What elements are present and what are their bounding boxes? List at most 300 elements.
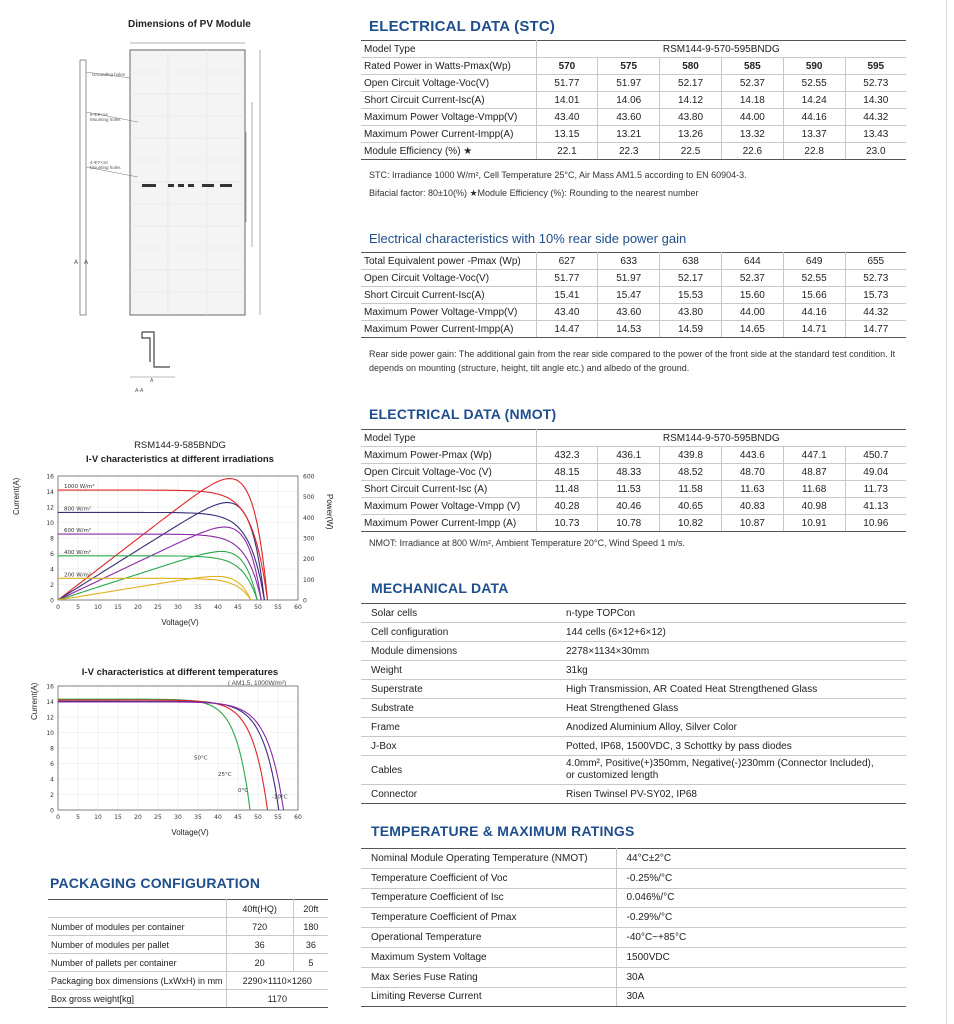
stc-model-row <box>361 41 906 58</box>
stc-value: 13.37 <box>783 126 845 143</box>
mech-row <box>361 737 906 756</box>
nmot-value: 450.7 <box>845 447 906 464</box>
chart1-y2label: Power(W) <box>325 494 334 530</box>
series-label: -10°C <box>272 794 288 801</box>
rear-value: 43.60 <box>598 304 660 321</box>
temp-value-text: 1500VDC <box>626 951 670 963</box>
nmot-row <box>361 498 906 515</box>
series-label: 0°C <box>238 788 249 795</box>
stc-value: 570 <box>536 58 598 75</box>
mech-value <box>556 604 906 623</box>
nmot-value: 48.52 <box>660 464 722 481</box>
series-label: 50°C <box>194 755 208 762</box>
iv-curve <box>58 700 268 810</box>
stc-value: 22.3 <box>598 143 660 160</box>
temp-value <box>616 947 906 967</box>
temp-label: Limiting Reverse Current <box>361 987 616 1007</box>
mech-label: Module dimensions <box>361 642 556 661</box>
svg-text:A: A <box>84 259 89 266</box>
mech-row <box>361 604 906 623</box>
temp-label: Temperature Coefficient of Voc <box>361 868 616 888</box>
rear-label: Maximum Power Voltage-Vmpp(V) <box>361 304 536 321</box>
mech-value-text: High Transmission, AR Coated Heat Strengthened Glass <box>566 683 818 695</box>
iv-temperature-chart <box>28 678 328 828</box>
temp-label: Temperature Coefficient of Pmax <box>361 908 616 928</box>
nmot-label: Maximum Power Current-Impp (A) <box>361 515 536 532</box>
mech-row <box>361 718 906 737</box>
iv-curve <box>58 699 250 810</box>
rear-label: Open Circuit Voltage-Voc(V) <box>361 270 536 287</box>
packaging-value: 1170 <box>226 990 328 1008</box>
nmot-value: 49.04 <box>845 464 906 481</box>
rear-value: 644 <box>721 253 783 270</box>
page-edge <box>946 0 947 1024</box>
rear-value: 52.37 <box>721 270 783 287</box>
packaging-value: 180 <box>293 918 328 936</box>
stc-value: 13.43 <box>845 126 906 143</box>
nmot-model-value: RSM144-9-570-595BNDG <box>536 430 906 447</box>
stc-value: 52.55 <box>783 75 845 92</box>
nmot-row <box>361 447 906 464</box>
nmot-value: 10.73 <box>536 515 598 532</box>
mech-value <box>556 661 906 680</box>
y-tick-label: 4 <box>50 566 54 574</box>
stc-value: 13.15 <box>536 126 598 143</box>
y-tick-label: 12 <box>46 714 54 722</box>
temp-label: Maximum System Voltage <box>361 947 616 967</box>
rear-value: 44.00 <box>721 304 783 321</box>
x-tick-label: 50 <box>254 604 262 611</box>
packaging-label: Packaging box dimensions (LxWxH) in mm <box>48 972 226 990</box>
rear-value: 633 <box>598 253 660 270</box>
rear-value: 655 <box>845 253 906 270</box>
mech-row <box>361 756 906 785</box>
rear-value: 15.73 <box>845 287 906 304</box>
y2-tick-label: 100 <box>303 576 315 584</box>
module-dimension-drawing <box>70 32 300 407</box>
nmot-value: 40.98 <box>783 498 845 515</box>
mech-value <box>556 718 906 737</box>
stc-value: 22.1 <box>536 143 598 160</box>
stc-model-label: Model Type <box>361 41 536 58</box>
y-tick-label: 16 <box>46 473 54 481</box>
stc-table <box>361 40 906 160</box>
rear-value: 649 <box>783 253 845 270</box>
nmot-value: 40.28 <box>536 498 598 515</box>
temp-value-text: 44°C±2°C <box>626 852 672 864</box>
nmot-note: NMOT: Irradiance at 800 W/m², Ambient Temperature 20°C, Wind Speed 1 m/s. <box>369 538 686 548</box>
series-label: 25°C <box>218 771 232 778</box>
nmot-row <box>361 464 906 481</box>
section-a-label: A <box>150 378 154 384</box>
nmot-value: 10.78 <box>598 515 660 532</box>
x-tick-label: 5 <box>76 604 80 611</box>
rear-value: 52.73 <box>845 270 906 287</box>
stc-row <box>361 58 906 75</box>
temp-row <box>361 868 906 888</box>
mech-value-text: 31kg <box>566 664 588 676</box>
nmot-value: 436.1 <box>598 447 660 464</box>
rear-value: 638 <box>660 253 722 270</box>
temp-title: TEMPERATURE & MAXIMUM RATINGS <box>371 823 635 839</box>
x-tick-label: 45 <box>234 814 242 821</box>
nmot-value: 10.87 <box>721 515 783 532</box>
rear-value: 51.77 <box>536 270 598 287</box>
stc-value: 22.8 <box>783 143 845 160</box>
rear-row <box>361 270 906 287</box>
nmot-value: 11.58 <box>660 481 722 498</box>
stc-value: 51.97 <box>598 75 660 92</box>
x-tick-label: 40 <box>214 814 222 821</box>
rear-row <box>361 287 906 304</box>
rear-value: 44.16 <box>783 304 845 321</box>
mech-row <box>361 661 906 680</box>
chart2-subtitle: ( AM1.5, 1000W/m²) <box>228 680 287 687</box>
rear-label: Short Circuit Current-Isc(A) <box>361 287 536 304</box>
chart1-title: I-V characteristics at different irradiations <box>86 454 274 465</box>
stc-row <box>361 92 906 109</box>
nmot-table <box>361 429 906 532</box>
x-tick-label: 45 <box>234 604 242 611</box>
rear-title: Electrical characteristics with 10% rear side power gain <box>369 231 687 246</box>
packaging-value: 720 <box>226 918 293 936</box>
stc-value: 52.73 <box>845 75 906 92</box>
stc-value: 595 <box>845 58 906 75</box>
stc-value: 14.12 <box>660 92 722 109</box>
mech-value <box>556 699 906 718</box>
y-tick-label: 10 <box>46 730 54 737</box>
nmot-label: Short Circuit Current-Isc (A) <box>361 481 536 498</box>
dimensions-title: Dimensions of PV Module <box>128 19 251 30</box>
stc-value: 22.6 <box>721 143 783 160</box>
temp-row <box>361 928 906 948</box>
temp-row <box>361 888 906 908</box>
x-tick-label: 30 <box>174 604 182 611</box>
packaging-header-blank <box>48 900 226 918</box>
rear-row <box>361 253 906 270</box>
stc-value: 13.32 <box>721 126 783 143</box>
series-label: 600 W/m² <box>64 528 92 535</box>
stc-value: 22.5 <box>660 143 722 160</box>
x-tick-label: 20 <box>134 604 142 611</box>
chart2-xlabel: Voltage(V) <box>171 828 209 837</box>
temp-value <box>616 987 906 1007</box>
mounting-holes-label-b: 4-Φ7×10 Mounting holes <box>90 160 121 170</box>
mech-title: MECHANICAL DATA <box>371 580 509 596</box>
packaging-title: PACKAGING CONFIGURATION <box>50 875 261 891</box>
nmot-row <box>361 515 906 532</box>
y-tick-label: 14 <box>46 699 54 706</box>
temp-label: Max Series Fuse Rating <box>361 967 616 987</box>
temp-row <box>361 987 906 1007</box>
y-tick-label: 4 <box>50 776 54 784</box>
x-tick-label: 25 <box>154 814 162 821</box>
chart1-model: RSM144-9-585BNDG <box>134 440 226 451</box>
rear-value: 627 <box>536 253 598 270</box>
y-tick-label: 16 <box>46 683 54 691</box>
stc-value: 43.40 <box>536 109 598 126</box>
packaging-row <box>48 954 328 972</box>
temp-value-text: 30A <box>626 971 645 983</box>
y-tick-label: 6 <box>50 551 54 558</box>
stc-value: 14.01 <box>536 92 598 109</box>
packaging-row <box>48 990 328 1008</box>
nmot-model-label: Model Type <box>361 430 536 447</box>
mech-label: Frame <box>361 718 556 737</box>
x-tick-label: 35 <box>194 604 202 611</box>
stc-label: Open Circuit Voltage-Voc(V) <box>361 75 536 92</box>
nmot-value: 443.6 <box>721 447 783 464</box>
stc-value: 14.30 <box>845 92 906 109</box>
stc-value: 585 <box>721 58 783 75</box>
temp-row <box>361 967 906 987</box>
series-label: 1000 W/m² <box>64 484 95 491</box>
stc-title: ELECTRICAL DATA (STC) <box>369 18 556 35</box>
packaging-table <box>48 899 328 1008</box>
x-tick-label: 30 <box>174 814 182 821</box>
y-tick-label: 10 <box>46 520 54 527</box>
y-tick-label: 2 <box>50 792 54 799</box>
y-tick-label: 12 <box>46 504 54 512</box>
mech-value-text: Potted, IP68, 1500VDC, 3 Schottky by pass diodes <box>566 740 792 752</box>
y-tick-label: 0 <box>50 597 54 605</box>
mech-value-text: Anodized Aluminium Alloy, Silver Color <box>566 721 738 733</box>
x-tick-label: 0 <box>56 604 60 611</box>
svg-text:A: A <box>74 259 79 266</box>
stc-value: 52.17 <box>660 75 722 92</box>
y2-tick-label: 0 <box>303 597 307 605</box>
y-tick-label: 14 <box>46 489 54 496</box>
stc-value: 14.06 <box>598 92 660 109</box>
stc-value: 44.16 <box>783 109 845 126</box>
nmot-value: 432.3 <box>536 447 598 464</box>
temp-value-text: 0.046%/°C <box>626 892 675 904</box>
nmot-row <box>361 481 906 498</box>
temp-value-text: -40°C~+85°C <box>626 932 687 944</box>
section-label: A-A <box>135 388 144 394</box>
x-tick-label: 10 <box>94 814 102 821</box>
temp-table <box>361 848 906 1007</box>
series-label: 200 W/m² <box>64 572 92 579</box>
rear-value: 15.41 <box>536 287 598 304</box>
temp-value <box>616 888 906 908</box>
y-tick-label: 8 <box>50 535 54 543</box>
packaging-header-40ft: 40ft(HQ) <box>226 900 293 918</box>
stc-value: 51.77 <box>536 75 598 92</box>
mech-value-text: 2278×1134×30mm <box>566 645 650 657</box>
stc-value: 14.24 <box>783 92 845 109</box>
nmot-value: 40.83 <box>721 498 783 515</box>
x-tick-label: 60 <box>294 814 302 821</box>
mech-label: Superstrate <box>361 680 556 699</box>
temp-value <box>616 868 906 888</box>
nmot-value: 48.87 <box>783 464 845 481</box>
nmot-value: 48.70 <box>721 464 783 481</box>
nmot-value: 11.68 <box>783 481 845 498</box>
nmot-value: 40.65 <box>660 498 722 515</box>
rear-value: 15.53 <box>660 287 722 304</box>
rear-value: 14.71 <box>783 321 845 338</box>
stc-row <box>361 126 906 143</box>
rear-value: 14.77 <box>845 321 906 338</box>
nmot-value: 10.96 <box>845 515 906 532</box>
stc-label: Maximum Power Voltage-Vmpp(V) <box>361 109 536 126</box>
mech-label: J-Box <box>361 737 556 756</box>
temp-value-text: -0.29%/°C <box>626 912 673 924</box>
packaging-label: Number of pallets per container <box>48 954 226 972</box>
x-tick-label: 20 <box>134 814 142 821</box>
nmot-value: 41.13 <box>845 498 906 515</box>
stc-label: Rated Power in Watts-Pmax(Wp) <box>361 58 536 75</box>
power-curve <box>58 576 251 600</box>
nmot-value: 11.63 <box>721 481 783 498</box>
stc-model-value: RSM144-9-570-595BNDG <box>536 41 906 58</box>
iv-irradiation-chart <box>28 466 328 631</box>
y-tick-label: 6 <box>50 761 54 768</box>
series-label: 800 W/m² <box>64 506 92 513</box>
mounting-holes-label-a: 8-Φ9×14 Mounting holes <box>90 112 121 122</box>
x-tick-label: 55 <box>274 814 282 821</box>
stc-note-1: STC: Irradiance 1000 W/m², Cell Temperature 25°C, Air Mass AM1.5 according to EN 60904-3. <box>369 170 747 180</box>
nmot-label: Maximum Power-Pmax (Wp) <box>361 447 536 464</box>
x-tick-label: 40 <box>214 604 222 611</box>
x-tick-label: 15 <box>114 814 122 821</box>
stc-label: Short Circuit Current-Isc(A) <box>361 92 536 109</box>
mech-label: Cables <box>361 756 556 785</box>
packaging-row <box>48 972 328 990</box>
x-tick-label: 15 <box>114 604 122 611</box>
stc-value: 44.00 <box>721 109 783 126</box>
temp-value <box>616 967 906 987</box>
packaging-header-row <box>48 900 328 918</box>
nmot-model-row <box>361 430 906 447</box>
y2-tick-label: 600 <box>303 473 315 481</box>
nmot-label: Open Circuit Voltage-Voc (V) <box>361 464 536 481</box>
nmot-value: 447.1 <box>783 447 845 464</box>
stc-value: 43.80 <box>660 109 722 126</box>
mech-value-text: Risen Twinsel PV-SY02, IP68 <box>566 788 697 800</box>
stc-value: 44.32 <box>845 109 906 126</box>
rear-value: 14.47 <box>536 321 598 338</box>
packaging-row <box>48 936 328 954</box>
temp-row <box>361 908 906 928</box>
x-tick-label: 60 <box>294 604 302 611</box>
nmot-value: 48.33 <box>598 464 660 481</box>
series-label: 400 W/m² <box>64 549 92 556</box>
mech-row <box>361 785 906 804</box>
mech-value <box>556 756 906 785</box>
stc-label: Maximum Power Current-Impp(A) <box>361 126 536 143</box>
x-tick-label: 10 <box>94 604 102 611</box>
mech-label: Substrate <box>361 699 556 718</box>
mech-value <box>556 785 906 804</box>
rear-value: 44.32 <box>845 304 906 321</box>
rear-value: 51.97 <box>598 270 660 287</box>
stc-value: 14.18 <box>721 92 783 109</box>
stc-row <box>361 143 906 160</box>
nmot-value: 48.15 <box>536 464 598 481</box>
stc-label: Module Efficiency (%) ★ <box>361 143 536 160</box>
rear-value: 43.40 <box>536 304 598 321</box>
mech-value <box>556 642 906 661</box>
stc-row <box>361 109 906 126</box>
temp-value <box>616 849 906 869</box>
rear-value: 15.66 <box>783 287 845 304</box>
mech-value-text: n-type TOPCon <box>566 607 636 619</box>
mech-value-text: 144 cells (6×12+6×12) <box>566 626 666 638</box>
packaging-value: 20 <box>226 954 293 972</box>
rear-value: 52.55 <box>783 270 845 287</box>
rear-value: 43.80 <box>660 304 722 321</box>
x-tick-label: 5 <box>76 814 80 821</box>
packaging-row <box>48 918 328 936</box>
temp-value-text: -0.25%/°C <box>626 872 673 884</box>
mech-value-text: Heat Strengthened Glass <box>566 702 679 714</box>
x-tick-label: 50 <box>254 814 262 821</box>
rear-value: 14.65 <box>721 321 783 338</box>
rear-label: Total Equivalent power -Pmax (Wp) <box>361 253 536 270</box>
mech-label: Solar cells <box>361 604 556 623</box>
rear-table <box>361 252 906 338</box>
chart2-title: I-V characteristics at different temperatures <box>81 667 279 678</box>
chart2-ylabel: Current(A) <box>30 682 39 720</box>
stc-value: 590 <box>783 58 845 75</box>
mech-row <box>361 680 906 699</box>
stc-value: 43.60 <box>598 109 660 126</box>
packaging-header-20ft: 20ft <box>293 900 328 918</box>
x-tick-label: 55 <box>274 604 282 611</box>
y2-tick-label: 200 <box>303 556 315 564</box>
temp-label: Operational Temperature <box>361 928 616 948</box>
stc-row <box>361 75 906 92</box>
rear-row <box>361 321 906 338</box>
packaging-value: 36 <box>226 936 293 954</box>
x-tick-label: 35 <box>194 814 202 821</box>
nmot-value: 11.48 <box>536 481 598 498</box>
y-tick-label: 8 <box>50 745 54 753</box>
packaging-value: 5 <box>293 954 328 972</box>
packaging-label: Box gross weight[kg] <box>48 990 226 1008</box>
rear-label: Maximum Power Current-Impp(A) <box>361 321 536 338</box>
mech-value-text: 4.0mm², Positive(+)350mm, Negative(-)230mm (Connector Included), <box>566 758 874 769</box>
nmot-value: 11.53 <box>598 481 660 498</box>
mech-row <box>361 699 906 718</box>
temp-row <box>361 849 906 869</box>
stc-value: 13.26 <box>660 126 722 143</box>
nmot-title: ELECTRICAL DATA (NMOT) <box>369 406 557 422</box>
nmot-value: 40.46 <box>598 498 660 515</box>
stc-value: 580 <box>660 58 722 75</box>
rear-note: Rear side power gain: The additional gain from the rear side compared to the power of the front side at the standard test condition. It depends on mounting (structure, height, tilt angle etc.) and albedo of the ground. <box>369 349 896 373</box>
mech-value <box>556 737 906 756</box>
temp-value <box>616 928 906 948</box>
stc-value: 575 <box>598 58 660 75</box>
mech-value <box>556 623 906 642</box>
chart1-ylabel: Current(A) <box>12 477 21 515</box>
x-tick-label: 0 <box>56 814 60 821</box>
mech-label: Weight <box>361 661 556 680</box>
nmot-value: 10.91 <box>783 515 845 532</box>
grounding-holes-label: Grounding holes <box>92 72 126 77</box>
nmot-label: Maximum Power Voltage-Vmpp (V) <box>361 498 536 515</box>
packaging-label: Number of modules per container <box>48 918 226 936</box>
mech-table <box>361 603 906 804</box>
temp-label: Temperature Coefficient of Isc <box>361 888 616 908</box>
rear-value: 14.59 <box>660 321 722 338</box>
y-tick-label: 2 <box>50 582 54 589</box>
power-curve <box>58 479 268 600</box>
nmot-value: 439.8 <box>660 447 722 464</box>
